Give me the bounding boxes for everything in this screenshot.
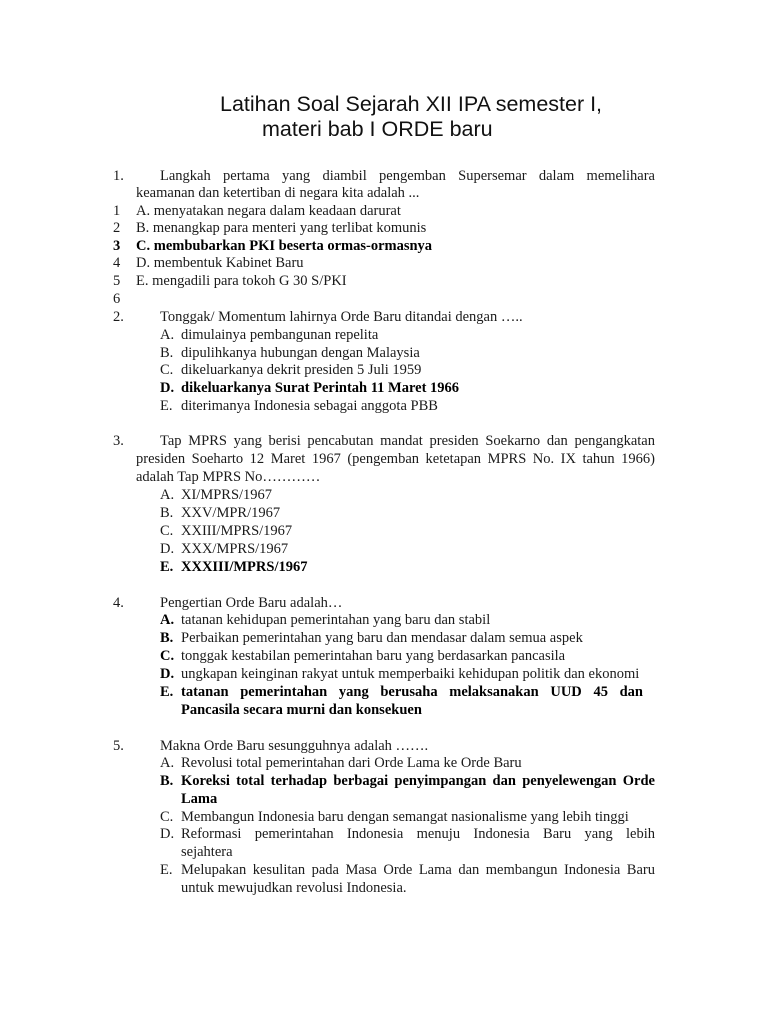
option-b: dipulihkanya hubungan dengan Malaysia — [181, 345, 420, 361]
option-letter: A. — [160, 755, 175, 771]
line-number: 5 — [113, 273, 121, 289]
option-d-continued: sejahtera — [181, 844, 233, 860]
option-letter: D. — [160, 380, 175, 396]
option-c: dikeluarkanya dekrit presiden 5 Juli 1959 — [181, 362, 422, 378]
option-letter: C. — [160, 809, 174, 825]
option-c: tonggak kestabilan pemerintahan baru yang berdasarkan pancasila — [181, 648, 566, 664]
option-e-continued: untuk mewujudkan revolusi Indonesia. — [181, 880, 407, 896]
option-e: E. mengadili para tokoh G 30 S/PKI — [136, 273, 347, 289]
option-e: Melupakan kesulitan pada Masa Orde Lama dan membangun Indonesia Baru — [181, 862, 655, 878]
option-d-answer: dikeluarkanya Surat Perintah 11 Maret 1966 — [181, 380, 460, 396]
question-text: Tap MPRS yang berisi pencabutan mandat presiden Soekarno dan pengangkatan — [160, 433, 655, 449]
question-number: 3. — [113, 433, 124, 449]
question-text: Makna Orde Baru sesungguhnya adalah ……. — [160, 738, 429, 754]
option-b: B. menangkap para menteri yang terlibat komunis — [136, 220, 427, 236]
option-d: ungkapan keinginan rakyat untuk memperbaiki kehidupan politik dan ekonomi — [181, 666, 640, 682]
option-c: XXIII/MPRS/1967 — [181, 523, 293, 539]
line-number: 2 — [113, 220, 121, 236]
option-letter: E. — [160, 862, 173, 878]
option-letter: D. — [160, 541, 175, 557]
option-letter: A. — [160, 327, 175, 343]
line-number: 1 — [113, 203, 121, 219]
option-letter: D. — [160, 666, 175, 682]
question-text: presiden Soeharto 12 Maret 1967 (pengemban ketetapan MPRS No. IX tahun 1966) — [136, 451, 655, 467]
question-number: 5. — [113, 738, 124, 754]
question-text: adalah Tap MPRS No………… — [136, 469, 321, 485]
option-letter: D. — [160, 826, 175, 842]
option-c: Membangun Indonesia baru dengan semangat nasionalisme yang lebih tinggi — [181, 809, 629, 825]
option-c-answer: C. membubarkan PKI beserta ormas-ormasnya — [136, 238, 433, 254]
option-b: Perbaikan pemerintahan yang baru dan mendasar dalam semua aspek — [181, 630, 583, 646]
option-e: diterimanya Indonesia sebagai anggota PBB — [181, 398, 438, 414]
question-number: 1. — [113, 168, 124, 184]
title-line-2: materi bab I ORDE baru — [262, 117, 493, 141]
option-d: D. membentuk Kabinet Baru — [136, 255, 304, 271]
option-a: A. menyatakan negara dalam keadaan darurat — [136, 203, 401, 219]
option-b: XXV/MPR/1967 — [181, 505, 281, 521]
question-text: keamanan dan ketertiban di negara kita adalah ... — [136, 185, 420, 201]
option-a: dimulainya pembangunan repelita — [181, 327, 379, 343]
option-letter: B. — [160, 630, 174, 646]
question-text: Pengertian Orde Baru adalah… — [160, 595, 343, 611]
line-number: 6 — [113, 291, 121, 307]
question-number: 2. — [113, 309, 124, 325]
option-letter: C. — [160, 362, 174, 378]
option-a: tatanan kehidupan pemerintahan yang baru dan stabil — [181, 612, 491, 628]
option-a: XI/MPRS/1967 — [181, 487, 273, 503]
option-letter: B. — [160, 505, 174, 521]
option-letter: C. — [160, 523, 174, 539]
question-number: 4. — [113, 595, 124, 611]
option-d: XXX/MPRS/1967 — [181, 541, 289, 557]
option-letter: E. — [160, 684, 174, 700]
option-letter: A. — [160, 612, 175, 628]
option-b-answer: Koreksi total terhadap berbagai penyimpangan dan penyelewengan Orde — [181, 773, 655, 789]
question-text: Tonggak/ Momentum lahirnya Orde Baru ditandai dengan ….. — [160, 309, 523, 325]
option-letter: A. — [160, 487, 175, 503]
option-letter: E. — [160, 559, 174, 575]
title-line-1: Latihan Soal Sejarah XII IPA semester I, — [220, 92, 603, 116]
option-e-answer-continued: Pancasila secara murni dan konsekuen — [181, 702, 422, 718]
option-e-answer: tatanan pemerintahan yang berusaha melaksanakan UUD 45 dan — [181, 684, 643, 700]
option-letter: C. — [160, 648, 175, 664]
option-b-answer-continued: Lama — [181, 791, 218, 807]
option-d: Reformasi pemerintahan Indonesia menuju Indonesia Baru yang lebih — [181, 826, 655, 842]
option-letter: E. — [160, 398, 173, 414]
option-letter: B. — [160, 773, 174, 789]
option-e-answer: XXXIII/MPRS/1967 — [181, 559, 308, 575]
question-text: Langkah pertama yang diambil pengemban Supersemar dalam memelihara — [160, 168, 655, 184]
option-a: Revolusi total pemerintahan dari Orde Lama ke Orde Baru — [181, 755, 522, 771]
line-number: 3 — [113, 238, 121, 254]
line-number: 4 — [113, 255, 121, 271]
option-letter: B. — [160, 345, 174, 361]
